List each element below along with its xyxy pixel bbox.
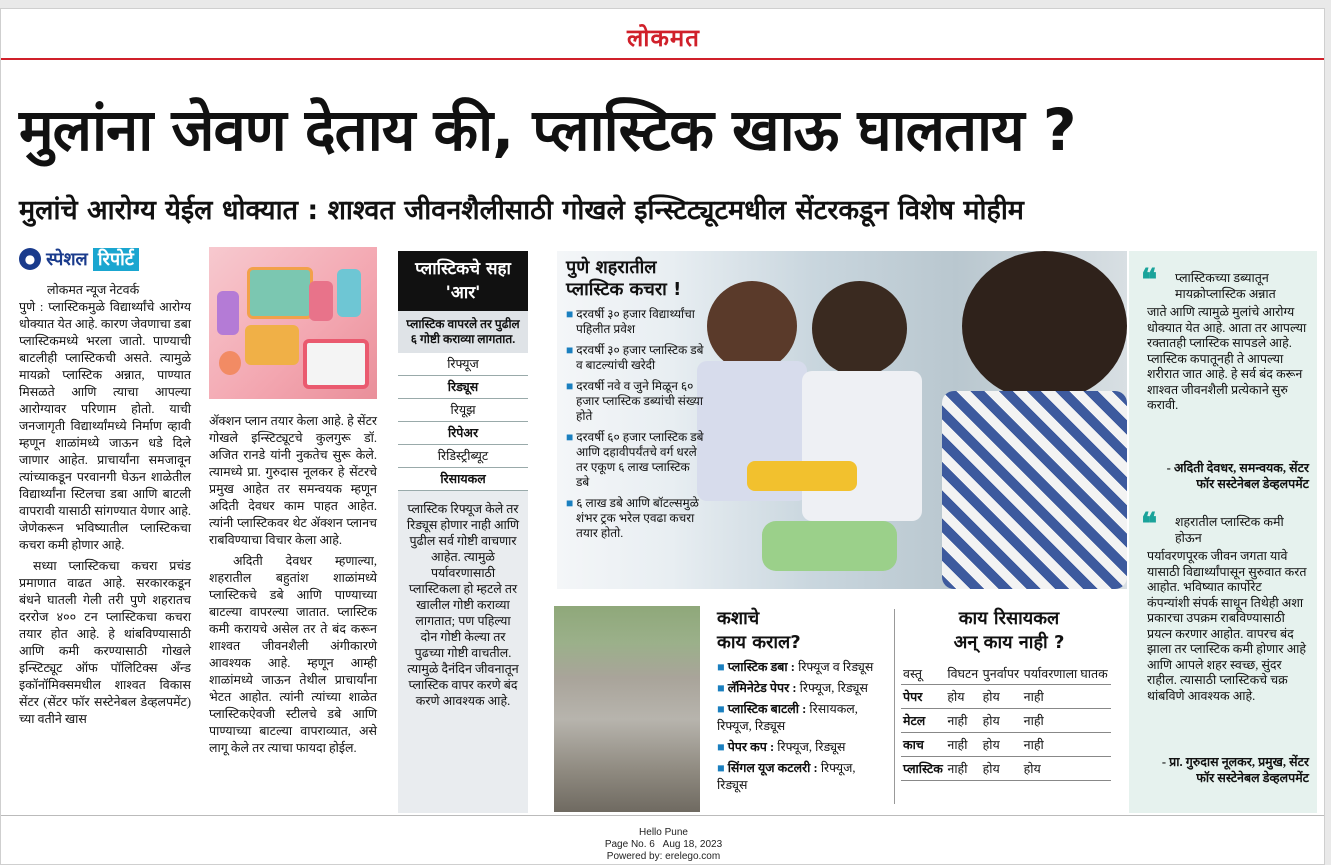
quote-attribution: - प्रा. गुरुदास नूलकर, प्रमुख, सेंटर फॉर सस्टेनेबल डेव्हलपमेंट	[1161, 755, 1309, 785]
table-row	[901, 709, 1111, 733]
masthead-rule	[1, 58, 1325, 60]
article-paragraph: सध्या प्लास्टिकचा कचरा प्रचंड प्रमाणात वाढत आहे. सरकारकडून बंधने घातली गेली तरी पुणे शहरातच दररोज ४०० टन प्लास्टिकचा कचरा तयार होत आहे. हे थांबविण्यासाठी आणि कमी करण्यासाठी गोखले इन्स्टिट्यूट ऑफ पॉलिटिक्स अँन्ड इकॉनॉमिक्समधील शाश्वत विकास सेंटर (सेंटर फॉर सस्टेनेबल डेव्हलपमेंट) च्या वतीने खास	[19, 559, 191, 726]
page-footer	[1, 827, 1325, 863]
title-line: काय कराल?	[717, 632, 801, 653]
lokmat-logo: लोकमत	[627, 23, 700, 52]
list-item: रिड्यूस	[398, 376, 528, 399]
list-item: ■ प्लास्टिक बाटली : रिसायकल, रिफ्यूज, रिड्यूस	[717, 702, 858, 733]
column-header: वस्तू	[901, 665, 945, 685]
quote-icon: ❝	[1141, 507, 1158, 542]
quote-body: जाते आणि त्यामुळे मुलांचे आरोग्य धोक्यात येत आहे. आता तर आपल्या रक्तातही प्लास्टिक सापडले आहे. प्लास्टिक कपातूनही ते आपल्या शरीरात जात आहे. हे सर्व बंद करून शाश्वत जीवनशैली प्रत्येकाने सुरु करावी.	[1147, 305, 1307, 412]
table-cell: होय	[981, 685, 1022, 709]
table-cell: नाही	[945, 757, 980, 781]
quote-body: पर्यावरणपूरक जीवन जगता यावे यासाठी विद्यार्थ्यांपासून सुरुवात करत आहोत. भविष्यात कार्पोरेट कंपन्यांशी संपर्क साधून तिथेही अशा प्रकारचा उपक्रम राबविण्यासाठी प्रयत्न करणार आहोत. वापरच बंद झाला तर प्लास्टिक कमी होणार आहे आणि आपले शहर स्वच्छ, सुंदर राहील. त्यासाठी प्लास्टिकचे चक्र थांबविणे आवश्यक आहे.	[1147, 549, 1307, 703]
article-paragraph: ॲक्शन प्लान तयार केला आहे. हे सेंटर गोखले इन्स्टिट्यूटचे कुलगुरू डॉ. अजित रानडे यांनी नुकतेच सुरू केले. त्यामध्ये प्रा. गुरुदास नूलकर हे सेंटरचे प्रमुख आहेत तर समन्वयक म्हणून अदिती देवधर काम पाहत आहेत. त्यांनी प्लास्टिकवर थेट ॲक्शन प्लानच राबविण्याचा विचार केला आहे.	[209, 414, 377, 547]
title-line: कशाचे	[717, 608, 760, 629]
table-row	[901, 685, 1111, 709]
list-item: रिडिस्ट्रीब्यूट	[398, 445, 528, 468]
table-cell: प्लास्टिक	[901, 757, 945, 781]
table-cell: होय	[1022, 757, 1111, 781]
special-label: स्पेशल	[46, 249, 88, 270]
footer-publication: Hello Pune	[639, 827, 688, 838]
table-cell: नाही	[1022, 709, 1111, 733]
subheadline: मुलांचे आरोग्य येईल धोक्यात : शाश्वत जीवनशैलीसाठी गोखले इन्स्टिट्यूटमधील सेंटरकडून विशेष मोहीम	[19, 195, 1024, 226]
footer-rule	[1, 815, 1325, 816]
title-line: काय रिसायकल	[958, 608, 1060, 629]
pune-box-title	[566, 257, 681, 301]
list-item: रिसायकल	[398, 468, 528, 491]
headline: मुलांना जेवण देताय की, प्लास्टिक खाऊ घालताय ?	[19, 96, 1076, 164]
microphone-icon: ●	[19, 248, 41, 270]
sidebar-lead: प्लास्टिक वापरले तर पुढील ६ गोष्टी कराव्या लागतात.	[398, 311, 528, 353]
footer-page-date: Page No. 6 Aug 18, 2023	[604, 839, 723, 850]
what-to-do-list	[717, 659, 887, 798]
table-cell: नाही	[945, 733, 980, 757]
garbage-dump-photo	[554, 606, 700, 812]
six-r-list	[398, 353, 528, 491]
table-cell: होय	[981, 757, 1022, 781]
footer-powered-by: Powered by: erelego.com	[606, 851, 721, 862]
special-report-badge	[19, 247, 191, 277]
list-item: ■ लॅमिनेटेड पेपर : रिफ्यूज, रिड्यूस	[717, 681, 868, 695]
table-cell: काच	[901, 733, 945, 757]
table-cell: होय	[981, 733, 1022, 757]
table-cell: होय	[981, 709, 1022, 733]
list-item: रिफ्यूज	[398, 353, 528, 376]
sidebar-body: प्लास्टिक रिफ्यूज केले तर रिड्यूस होणार नाही आणि पुढील सर्व गोष्टी वाचणार आहेत. त्यामुळे पर्यावरणासाठी प्लास्टिकला हो म्हटले तर खालील गोष्टी कराव्या लागतात; पण पहिल्या दोन गोष्टी केल्या तर पुढच्या गोष्टी वाचतील. त्यामुळे दैनंदिन जीवनातून प्लास्टिक वापर करणे बंद करणे आवश्यक आहे.	[406, 502, 520, 708]
title-line: पुणे शहरातील	[566, 257, 657, 278]
six-r-sidebar	[398, 251, 528, 813]
report-label: रिपोर्ट	[93, 248, 139, 271]
list-item: ■ दरवर्षी ३० हजार विद्यार्थ्यांचा पहिलीत प्रवेश	[566, 307, 695, 336]
table-cell: नाही	[945, 709, 980, 733]
table-cell: पेपर	[901, 685, 945, 709]
what-to-do-title	[717, 607, 801, 655]
article-paragraph: पुणे : प्लास्टिकमुळे विद्यार्थ्यांचे आरोग्य धोक्यात येत आहे. कारण जेवणाचा डबा प्लास्टिकमध्ये भरला जातो. पाण्याची बाटलीही प्लास्टिकची असते. त्यामुळे मायक्रो प्लास्टिक अन्नात, पाण्यात मिसळते आणि त्याचा आपल्या आरोग्यावर परिणाम होतो. याची जनजागृती विद्यार्थ्यांमध्ये निर्माण व्हावी म्हणून शाळांमध्ये जाऊन धडे दिले जाणार आहेत. प्राचार्यांना समजावून त्यांच्याकडून परवानगी घेऊन शाळेतील विद्यार्थ्यांना स्टिलचा डबा आणि बाटली वापरावी यासाठी सांगण्यात येणार आहे. जेणेकरून भविष्यातील प्लास्टिकचा कचरा कमी होणार आहे.	[19, 300, 191, 552]
table-header-row	[901, 665, 1111, 685]
column-header: विघटन	[945, 665, 980, 685]
list-item: ■ दरवर्षी ६० हजार प्लास्टिक डबे आणि दहावीपर्यंतचे वर्ग धरले तर एकूण ६ लाख प्लास्टिक डबे	[566, 430, 704, 489]
list-item: ■ ६ लाख डबे आणि बॉटल्समुळे शंभर ट्रक भरेल एवढा कचरा तयार होतो.	[566, 496, 699, 540]
article-column-1	[19, 299, 191, 728]
pune-facts-list	[566, 307, 706, 547]
lunchbox-photo	[209, 247, 377, 399]
title-line: अन् काय नाही ?	[953, 632, 1065, 653]
list-item: ■ सिंगल यूज कटलरी : रिफ्यूज, रिड्यूस	[717, 761, 856, 792]
table-cell: होय	[945, 685, 980, 709]
title-line: प्लास्टिक कचरा !	[566, 279, 682, 300]
sidebar-title: प्लास्टिकचे सहा 'आर'	[398, 251, 528, 311]
list-item: ■ प्लास्टिक डबा : रिफ्यूज व रिड्यूस	[717, 660, 874, 674]
table-cell: नाही	[1022, 733, 1111, 757]
article-column-2	[209, 413, 377, 757]
table-row	[901, 757, 1111, 781]
recycle-table	[901, 665, 1111, 781]
byline: लोकमत न्यूज नेटवर्क	[47, 283, 140, 297]
list-item: रिपेअर	[398, 422, 528, 445]
quote-icon: ❝	[1141, 263, 1158, 298]
table-row	[901, 733, 1111, 757]
list-item: ■ पेपर कप : रिफ्यूज, रिड्यूस	[717, 740, 846, 754]
table-cell: मेटल	[901, 709, 945, 733]
article-paragraph: अदिती देवधर म्हणाल्या, शहरातील बहुतांश शाळांमध्ये प्लास्टिकचे डबे आणि पाण्याच्या बाटल्या वापरल्या जातात. प्लास्टिक कमी करायचे असेल तर ते बंद करून शाश्वत जीवनशैली अंगीकारणे आवश्यक आहे. म्हणून आम्ही शाळांमध्ये जाऊन तेथील प्राचार्यांना भेटत आहोत. त्यांनी त्यांच्या शाळेत प्लास्टिकऐवजी स्टीलचे डबे आणि पाण्याच्या बाटल्या वापराव्यात, असे लागू केले तर त्याचा फायदा होईल.	[209, 554, 377, 755]
column-header: पर्यावरणाला घातक	[1022, 665, 1111, 685]
column-header: पुनर्वापर	[981, 665, 1022, 685]
column-divider	[894, 609, 895, 804]
quote-lead: प्लास्टिकच्या डब्यातून मायक्रोप्लास्टिक अन्नात	[1175, 271, 1276, 301]
list-item: ■ दरवर्षी ३० हजार प्लास्टिक डबे व बाटल्यांची खरेदी	[566, 343, 704, 372]
recycle-title	[899, 607, 1119, 655]
masthead	[1, 21, 1325, 54]
quote-attribution: - अदिती देवधर, समन्वयक, सेंटर फॉर सस्टेनेबल डेव्हलपमेंट	[1166, 461, 1309, 491]
quote-lead: शहरातील प्लास्टिक कमी होऊन	[1175, 515, 1284, 545]
table-cell: नाही	[1022, 685, 1111, 709]
list-item: ■ दरवर्षी नवे व जुने मिळून ६० हजार प्लास्टिक डब्यांची संख्या होते	[566, 379, 703, 423]
newspaper-page	[0, 8, 1325, 865]
list-item: रियूझ	[398, 399, 528, 422]
